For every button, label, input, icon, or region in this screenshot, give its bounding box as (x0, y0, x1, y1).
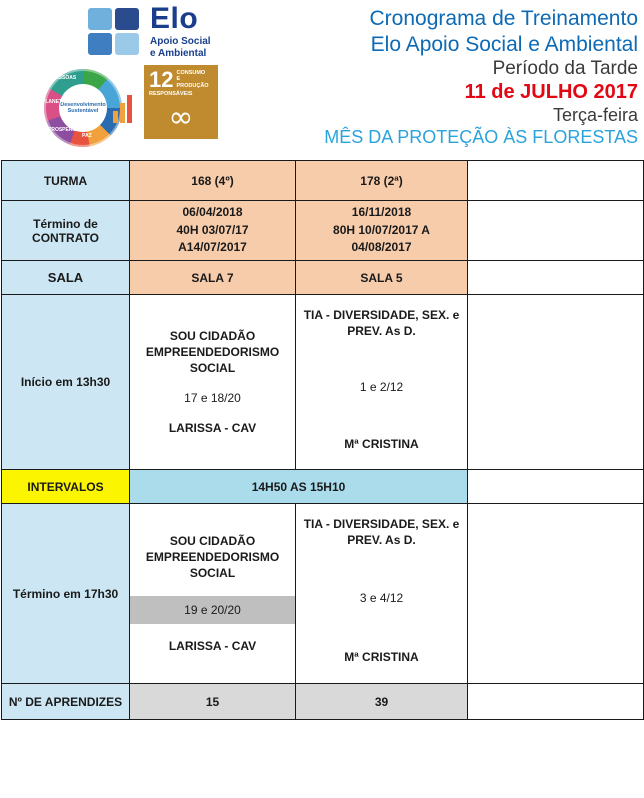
manha-a-title3: SOCIAL (189, 360, 236, 375)
tarde-col-a (130, 504, 296, 684)
table-row-intervalos (2, 470, 644, 504)
sala-col-a: SALA 7 (130, 261, 296, 295)
wheel-label-prosperidade: PROSPERIDADE (48, 127, 89, 133)
table-row-sala (2, 261, 644, 295)
manha-col-c (468, 295, 644, 470)
aprendizes-col-b: 39 (296, 684, 468, 720)
table-row-tarde (2, 504, 644, 684)
aprendizes-col-c (468, 684, 644, 720)
sdg-number: 12 (149, 67, 174, 92)
manha-b-count: 1 e 2/12 (359, 380, 404, 395)
manha-a-teacher: LARISSA - CAV (168, 421, 257, 436)
tarde-a-title2: EMPREENDEDORISMO (145, 550, 280, 565)
tarde-col-b (296, 504, 468, 684)
header-date: 11 de JULHO 2017 (464, 81, 638, 104)
manha-col-b (296, 295, 468, 470)
contrato-col-b (296, 201, 468, 261)
tarde-b-title2: PREV. As D. (347, 533, 416, 548)
table-row-aprendizes (2, 684, 644, 720)
contrato-b-line2: 80H 10/07/2017 A (333, 222, 430, 237)
tarde-b-title1: TIA - DIVERSIDADE, SEX. e (303, 517, 460, 531)
row-label-aprendizes: Nº DE APRENDIZES (2, 684, 130, 720)
manha-a-title2: EMPREENDEDORISMO (145, 344, 280, 359)
manha-col-a (130, 295, 296, 470)
elo-logo (86, 4, 290, 59)
tarde-b-count: 3 e 4/12 (359, 591, 404, 606)
sdg-caption-line2: E PRODUÇÃO (176, 76, 209, 89)
sala-col-c (468, 261, 644, 295)
row-label-termino: Término em 17h30 (2, 504, 130, 684)
contrato-a-line3: A14/07/2017 (178, 240, 247, 255)
aprendizes-col-a: 15 (130, 684, 296, 720)
brand-sub-line1: Apoio Social (150, 36, 211, 47)
wheel-center-text: Desenvolvimento Sustentável (60, 101, 106, 114)
row-label-contrato (2, 201, 130, 261)
header-weekday: Terça-feira (552, 104, 638, 125)
infinity-icon: ∞ (168, 100, 194, 136)
header-period: Período da Tarde (492, 58, 638, 80)
bar-chart-icon (113, 91, 132, 123)
tarde-a-count: 19 e 20/20 (129, 596, 296, 624)
turma-col-c (468, 161, 644, 201)
sdg-caption-line3: RESPONSÁVEIS (149, 91, 193, 97)
row-label-turma: TURMA (2, 161, 130, 201)
turma-col-b: 178 (2ª) (296, 161, 468, 201)
row-label-sala: SALA (2, 261, 130, 295)
header-campaign: MÊS DA PROTEÇÃO ÀS FLORESTAS (324, 126, 638, 147)
manha-b-title2: PREV. As D. (347, 324, 416, 339)
table-row-contrato (2, 201, 644, 261)
tarde-col-c (468, 504, 644, 684)
contrato-b-line1: 16/11/2018 (351, 205, 412, 220)
contrato-col-a (130, 201, 296, 261)
header-title-line1: Cronograma de Treinamento (369, 7, 638, 30)
contrato-a-line1: 06/04/2018 (182, 205, 243, 220)
brand-sub-line2: e Ambiental (150, 47, 207, 59)
manha-a-title1: SOU CIDADÃO (169, 328, 256, 343)
table-row-turma (2, 161, 644, 201)
intervalos-col-c (468, 470, 644, 504)
badge-row (38, 65, 290, 151)
elo-wordmark (150, 4, 211, 59)
header-title-line2: Elo Apoio Social e Ambiental (370, 32, 638, 56)
tarde-a-title1: SOU CIDADÃO (169, 534, 256, 549)
header-text-block (290, 0, 644, 149)
wheel-label-planeta: PLANETA (42, 99, 66, 105)
wheel-label-paz: PAZ (82, 133, 92, 139)
sala-col-b: SALA 5 (296, 261, 468, 295)
page-header (0, 0, 644, 160)
contrato-col-c (468, 201, 644, 261)
contrato-a-line2: 40H 03/07/17 (176, 222, 249, 237)
contrato-label-line2: CONTRATO (32, 230, 99, 245)
tarde-b-teacher: Mª CRISTINA (344, 649, 419, 664)
schedule-table (1, 160, 644, 720)
contrato-b-line3: 04/08/2017 (351, 240, 412, 255)
tarde-a-teacher: LARISSA - CAV (168, 638, 257, 653)
manha-b-teacher: Mª CRISTINA (344, 436, 419, 451)
contrato-label-line1: Término de (33, 216, 98, 231)
intervalos-value: 14H50 AS 15H10 (130, 470, 468, 504)
manha-a-count: 17 e 18/20 (184, 391, 241, 406)
row-label-intervalos: INTERVALOS (2, 470, 130, 504)
row-label-inicio: Início em 13h30 (2, 295, 130, 470)
logo-area (0, 0, 290, 151)
brand-name: Elo (150, 2, 199, 35)
turma-col-a: 168 (4º) (130, 161, 296, 201)
sdg-wheel-icon (38, 65, 134, 151)
tarde-a-title3: SOCIAL (189, 566, 236, 581)
puzzle-icon (86, 6, 142, 58)
table-row-manha (2, 295, 644, 470)
manha-b-title1: TIA - DIVERSIDADE, SEX. e (303, 308, 460, 322)
sdg-caption-line1: CONSUMO (176, 70, 206, 76)
wheel-label-pessoas: PESSOAS (52, 75, 77, 81)
sdg-12-badge (144, 65, 218, 139)
